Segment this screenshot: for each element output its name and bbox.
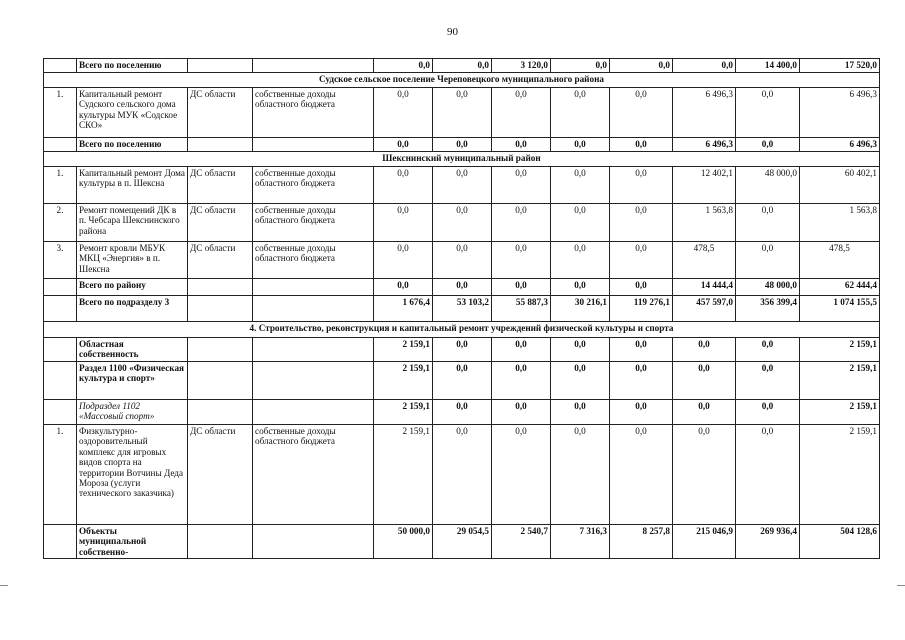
cell: 0,0 bbox=[492, 242, 551, 279]
row-name: Подраздел 1102 «Массовый спорт» bbox=[77, 400, 188, 425]
cell: 0,0 bbox=[551, 362, 610, 400]
cell: 30 216,1 bbox=[551, 296, 610, 322]
cell: 29 054,5 bbox=[433, 525, 492, 559]
cell: 14 400,0 bbox=[736, 59, 800, 73]
cell: 0,0 bbox=[610, 88, 673, 138]
cell: 0,0 bbox=[610, 167, 673, 204]
row-number: 1. bbox=[44, 425, 77, 525]
cell: 0,0 bbox=[492, 204, 551, 242]
row-name: Капитальный ремонт Судского сельского дома культуры МУК «Содское СКО» bbox=[77, 88, 188, 138]
section-header: Судское сельское поселение Череповецкого муниципального района bbox=[44, 73, 880, 88]
page-number: 90 bbox=[447, 26, 458, 38]
row-name: Областная собственность bbox=[77, 338, 188, 362]
cell: 0,0 bbox=[551, 88, 610, 138]
cell: 356 399,4 bbox=[736, 296, 800, 322]
section-header: Шекснинский муниципальный район bbox=[44, 152, 880, 167]
cell: 53 103,2 bbox=[433, 296, 492, 322]
cell: 1 563,8 bbox=[673, 204, 736, 242]
cell: 2 159,1 bbox=[800, 338, 880, 362]
cell: 2 540,7 bbox=[492, 525, 551, 559]
funding-source: собственные доходы областного бюджета bbox=[253, 242, 374, 279]
cell: 0,0 bbox=[433, 425, 492, 525]
row-number: 1. bbox=[44, 167, 77, 204]
table-row bbox=[44, 425, 880, 525]
cell: 0,0 bbox=[736, 425, 800, 525]
cell: 0,0 bbox=[433, 400, 492, 425]
cell: 478,5 bbox=[673, 242, 736, 279]
cell: 0,0 bbox=[673, 425, 736, 525]
cell: 0,0 bbox=[610, 425, 673, 525]
row-name: Раздел 1100 «Физическая культура и спорт» bbox=[77, 362, 188, 400]
cell: 0,0 bbox=[673, 338, 736, 362]
funding-type: ДС области bbox=[188, 242, 253, 279]
funding-type: ДС области bbox=[188, 167, 253, 204]
table-row bbox=[44, 138, 880, 152]
cell: 0,0 bbox=[374, 204, 433, 242]
funding-source: собственные доходы областного бюджета bbox=[253, 204, 374, 242]
cell: 0,0 bbox=[492, 279, 551, 296]
cell: 0,0 bbox=[610, 59, 673, 73]
cell: 0,0 bbox=[433, 138, 492, 152]
cell: 0,0 bbox=[736, 204, 800, 242]
cell: 60 402,1 bbox=[800, 167, 880, 204]
cell: 2 159,1 bbox=[374, 338, 433, 362]
cell: 0,0 bbox=[492, 400, 551, 425]
row-number: 2. bbox=[44, 204, 77, 242]
row-name: Всего по поселению bbox=[77, 59, 188, 73]
cell: 12 402,1 bbox=[673, 167, 736, 204]
cell: 0,0 bbox=[610, 204, 673, 242]
cell: 0,0 bbox=[492, 362, 551, 400]
row-number: 1. bbox=[44, 88, 77, 138]
cell: 2 159,1 bbox=[800, 362, 880, 400]
table-row bbox=[44, 242, 880, 279]
cell: 2 159,1 bbox=[800, 400, 880, 425]
row-name: Всего по поселению bbox=[77, 138, 188, 152]
budget-table bbox=[43, 58, 880, 559]
cell: 1 563,8 bbox=[800, 204, 880, 242]
cell: 0,0 bbox=[551, 242, 610, 279]
cell: 478,5 bbox=[800, 242, 880, 279]
funding-type: ДС области bbox=[188, 204, 253, 242]
row-name: Ремонт помещений ДК в п. Чебсара Шекснинского района bbox=[77, 204, 188, 242]
cell: 0,0 bbox=[374, 242, 433, 279]
row-number: 3. bbox=[44, 242, 77, 279]
cell: 3 120,0 bbox=[492, 59, 551, 73]
cell: 0,0 bbox=[551, 138, 610, 152]
cell: 0,0 bbox=[492, 138, 551, 152]
cell: 8 257,8 bbox=[610, 525, 673, 559]
table-row bbox=[44, 525, 880, 559]
cell: 0,0 bbox=[492, 425, 551, 525]
cell: 6 496,3 bbox=[800, 88, 880, 138]
row-name: Физкультурно-оздоровительный комплекс для игровых видов спорта на территории Вотчины Деда Мороза (услуги технического заказчика) bbox=[77, 425, 188, 525]
cell: 0,0 bbox=[610, 242, 673, 279]
cell: 0,0 bbox=[551, 167, 610, 204]
cell: 0,0 bbox=[736, 88, 800, 138]
cell: 7 316,3 bbox=[551, 525, 610, 559]
table-row bbox=[44, 88, 880, 138]
cell: 0,0 bbox=[551, 279, 610, 296]
cell: 0,0 bbox=[374, 167, 433, 204]
row-name: Всего по району bbox=[77, 279, 188, 296]
funding-type: ДС области bbox=[188, 425, 253, 525]
cell: 48 000,0 bbox=[736, 167, 800, 204]
cell: 0,0 bbox=[736, 362, 800, 400]
cell: 119 276,1 bbox=[610, 296, 673, 322]
cell: 0,0 bbox=[433, 279, 492, 296]
row-name: Всего по подразделу 3 bbox=[77, 296, 188, 322]
cell: 0,0 bbox=[374, 88, 433, 138]
cell: 2 159,1 bbox=[374, 400, 433, 425]
cell: 0,0 bbox=[610, 362, 673, 400]
cell: 0,0 bbox=[736, 400, 800, 425]
scan-edge-mark bbox=[897, 585, 905, 586]
section-row bbox=[44, 152, 880, 167]
cell: 0,0 bbox=[736, 242, 800, 279]
cell: 55 887,3 bbox=[492, 296, 551, 322]
cell: 62 444,4 bbox=[800, 279, 880, 296]
cell: 1 074 155,5 bbox=[800, 296, 880, 322]
table-row bbox=[44, 204, 880, 242]
cell: 50 000,0 bbox=[374, 525, 433, 559]
cell: 0,0 bbox=[551, 59, 610, 73]
cell: 0,0 bbox=[610, 279, 673, 296]
cell: 2 159,1 bbox=[800, 425, 880, 525]
cell: 6 496,3 bbox=[800, 138, 880, 152]
section-header: 4. Строительство, реконструкция и капитальный ремонт учреждений физической культуры и спорта bbox=[44, 322, 880, 338]
cell: 0,0 bbox=[433, 242, 492, 279]
cell: 0,0 bbox=[433, 338, 492, 362]
cell: 0,0 bbox=[492, 167, 551, 204]
section-row bbox=[44, 73, 880, 88]
table-row bbox=[44, 338, 880, 362]
cell: 0,0 bbox=[492, 88, 551, 138]
cell: 0,0 bbox=[433, 362, 492, 400]
cell: 504 128,6 bbox=[800, 525, 880, 559]
cell: 1 676,4 bbox=[374, 296, 433, 322]
table-row bbox=[44, 362, 880, 400]
funding-source: собственные доходы областного бюджета bbox=[253, 88, 374, 138]
cell: 0,0 bbox=[551, 400, 610, 425]
cell: 215 046,9 bbox=[673, 525, 736, 559]
cell: 0,0 bbox=[736, 138, 800, 152]
cell: 0,0 bbox=[610, 338, 673, 362]
table-row bbox=[44, 279, 880, 296]
table-row bbox=[44, 167, 880, 204]
cell: 14 444,4 bbox=[673, 279, 736, 296]
funding-type: ДС области bbox=[188, 88, 253, 138]
row-name: Объекты муниципальной собственно- bbox=[77, 525, 188, 559]
section-row bbox=[44, 322, 880, 338]
cell: 6 496,3 bbox=[673, 88, 736, 138]
funding-source: собственные доходы областного бюджета bbox=[253, 425, 374, 525]
cell: 0,0 bbox=[374, 59, 433, 73]
row-name: Ремонт кровли МБУК МКЦ «Энергия» в п. Шексна bbox=[77, 242, 188, 279]
cell: 48 000,0 bbox=[736, 279, 800, 296]
cell: 0,0 bbox=[433, 88, 492, 138]
cell: 0,0 bbox=[551, 425, 610, 525]
cell: 0,0 bbox=[433, 167, 492, 204]
cell: 0,0 bbox=[551, 204, 610, 242]
scan-edge-mark bbox=[0, 585, 8, 586]
cell: 0,0 bbox=[673, 400, 736, 425]
cell: 0,0 bbox=[673, 59, 736, 73]
cell: 2 159,1 bbox=[374, 362, 433, 400]
cell: 0,0 bbox=[374, 138, 433, 152]
table-row bbox=[44, 296, 880, 322]
table-row bbox=[44, 400, 880, 425]
cell: 0,0 bbox=[551, 338, 610, 362]
cell: 17 520,0 bbox=[800, 59, 880, 73]
cell: 0,0 bbox=[736, 338, 800, 362]
cell: 0,0 bbox=[433, 204, 492, 242]
cell: 0,0 bbox=[610, 138, 673, 152]
row-name: Капитальный ремонт Дома культуры в п. Шексна bbox=[77, 167, 188, 204]
cell: 0,0 bbox=[610, 400, 673, 425]
table-row bbox=[44, 59, 880, 73]
cell: 0,0 bbox=[433, 59, 492, 73]
cell: 6 496,3 bbox=[673, 138, 736, 152]
cell: 0,0 bbox=[492, 338, 551, 362]
cell: 269 936,4 bbox=[736, 525, 800, 559]
cell: 457 597,0 bbox=[673, 296, 736, 322]
cell: 0,0 bbox=[673, 362, 736, 400]
funding-source: собственные доходы областного бюджета bbox=[253, 167, 374, 204]
cell: 2 159,1 bbox=[374, 425, 433, 525]
cell: 0,0 bbox=[374, 279, 433, 296]
